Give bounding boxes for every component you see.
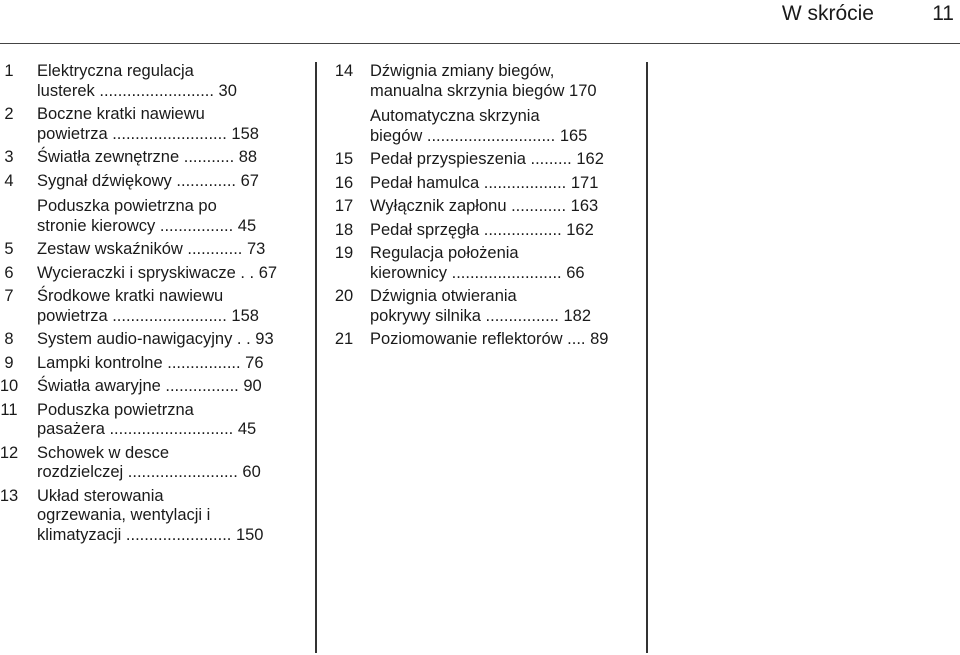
entry-line: lusterek ......................... 30 bbox=[37, 81, 237, 100]
index-entry bbox=[326, 150, 636, 170]
entry-text bbox=[0, 444, 305, 483]
entry-number: 10 bbox=[0, 377, 19, 395]
entry-number: 17 bbox=[334, 197, 354, 215]
page-number: 11 bbox=[932, 2, 954, 25]
index-entry bbox=[0, 197, 305, 236]
entry-number: 1 bbox=[4, 62, 14, 80]
entry-text bbox=[0, 401, 305, 440]
index-entry bbox=[0, 487, 305, 546]
index-entry bbox=[326, 107, 636, 146]
entry-number: 11 bbox=[0, 400, 18, 419]
entry-line: Lampki kontrolne ................ 76 bbox=[37, 353, 264, 372]
entry-line: System audio-nawigacyjny . . 93 bbox=[37, 330, 274, 348]
entry-line: klimatyzacji ....................... 150 bbox=[37, 525, 264, 544]
entry-text bbox=[326, 150, 636, 170]
entry-number: 8 bbox=[4, 330, 14, 348]
entry-text bbox=[326, 221, 636, 241]
entry-line: Pedał przyspieszenia ......... 162 bbox=[370, 150, 604, 168]
entry-number: 20 bbox=[334, 287, 354, 305]
entry-line: manualna skrzynia biegów 170 bbox=[370, 81, 597, 100]
entry-line: Pedał hamulca .................. 171 bbox=[370, 173, 599, 192]
entry-text bbox=[0, 330, 305, 350]
entry-text bbox=[326, 62, 636, 101]
entry-line: Środkowe kratki nawiewu bbox=[37, 287, 224, 305]
index-entry bbox=[0, 172, 305, 192]
index-entry bbox=[0, 377, 305, 397]
entry-text bbox=[0, 377, 305, 397]
entry-text bbox=[0, 197, 305, 236]
entry-line: Wycieraczki i spryskiwacze . . 67 bbox=[37, 263, 278, 282]
entry-line: ogrzewania, wentylacji i bbox=[37, 506, 211, 524]
index-entry bbox=[0, 105, 305, 144]
entry-line: Wyłącznik zapłonu ............ 163 bbox=[370, 197, 599, 215]
entry-line: Sygnał dźwiękowy ............. 67 bbox=[37, 171, 259, 190]
entry-text bbox=[0, 287, 305, 326]
entry-text bbox=[326, 244, 636, 283]
entry-line: Układ sterowania bbox=[37, 486, 164, 505]
entry-number: 14 bbox=[334, 62, 354, 80]
entry-line: stronie kierowcy ................ 45 bbox=[37, 216, 257, 235]
index-column-2 bbox=[326, 62, 636, 354]
index-entry bbox=[0, 401, 305, 440]
index-entry bbox=[0, 354, 305, 374]
index-entry bbox=[0, 240, 305, 260]
entry-text bbox=[0, 62, 305, 101]
index-entry bbox=[0, 330, 305, 350]
entry-text bbox=[0, 172, 305, 192]
entry-number: 13 bbox=[0, 486, 19, 505]
entry-number: 15 bbox=[334, 150, 354, 168]
entry-line: Boczne kratki nawiewu bbox=[37, 105, 205, 123]
entry-number: 18 bbox=[334, 220, 354, 239]
entry-number: 9 bbox=[4, 353, 14, 372]
entry-line: powietrza ......................... 158 bbox=[37, 124, 259, 143]
section-title: W skrócie bbox=[781, 2, 874, 25]
entry-number: 4 bbox=[4, 171, 14, 190]
entry-number: 19 bbox=[334, 244, 354, 262]
index-entry bbox=[326, 174, 636, 194]
entry-line: Światła zewnętrzne ........... 88 bbox=[37, 148, 258, 166]
index-entry bbox=[0, 444, 305, 483]
entry-line: powietrza ......................... 158 bbox=[37, 306, 259, 325]
entry-number: 5 bbox=[4, 240, 14, 258]
entry-number: 16 bbox=[334, 173, 354, 192]
entry-line: Automatyczna skrzynia bbox=[370, 107, 540, 125]
entry-text bbox=[326, 197, 636, 217]
header-divider bbox=[0, 43, 960, 44]
entry-line: Elektryczna regulacja bbox=[37, 62, 194, 80]
entry-line: Światła awaryjne ................ 90 bbox=[37, 377, 262, 395]
index-entry bbox=[326, 197, 636, 217]
entry-line: biegów ............................ 165 bbox=[370, 126, 588, 145]
index-entry bbox=[326, 221, 636, 241]
entry-text bbox=[0, 264, 305, 284]
entry-line: Zestaw wskaźników ............ 73 bbox=[37, 240, 266, 258]
entry-line: rozdzielczej ........................ 60 bbox=[37, 463, 261, 481]
entry-number: 7 bbox=[4, 287, 14, 305]
entry-text bbox=[326, 287, 636, 326]
column-divider-left bbox=[315, 62, 317, 653]
entry-text bbox=[326, 174, 636, 194]
entry-line: Poziomowanie reflektorów .... 89 bbox=[370, 330, 609, 348]
entry-line: Dźwignia otwierania bbox=[370, 287, 517, 305]
index-entry bbox=[0, 148, 305, 168]
entry-text bbox=[0, 105, 305, 144]
entry-text bbox=[326, 330, 636, 350]
index-entry bbox=[0, 264, 305, 284]
entry-text bbox=[0, 354, 305, 374]
index-entry bbox=[326, 62, 636, 101]
entry-number: 6 bbox=[4, 263, 14, 282]
index-column-1 bbox=[0, 62, 305, 549]
entry-text bbox=[0, 240, 305, 260]
entry-number: 21 bbox=[334, 330, 354, 348]
entry-line: kierownicy ........................ 66 bbox=[370, 263, 585, 282]
entry-line: Dźwignia zmiany biegów, bbox=[370, 62, 555, 80]
index-entry bbox=[0, 62, 305, 101]
entry-line: pokrywy silnika ................ 182 bbox=[370, 306, 591, 325]
index-entry bbox=[326, 287, 636, 326]
page-header bbox=[0, 0, 960, 44]
entry-number: 3 bbox=[4, 148, 14, 166]
entry-text bbox=[0, 148, 305, 168]
entry-line: Poduszka powietrzna bbox=[37, 400, 194, 419]
entry-text bbox=[0, 487, 305, 546]
entry-number: 2 bbox=[4, 105, 14, 123]
column-divider-right bbox=[646, 62, 648, 653]
entry-number: 12 bbox=[0, 443, 19, 462]
entry-line: Regulacja położenia bbox=[370, 244, 519, 262]
entry-line: pasażera ........................... 45 bbox=[37, 420, 257, 438]
entry-line: Poduszka powietrzna po bbox=[37, 197, 217, 215]
entry-text bbox=[326, 107, 636, 146]
entry-line: Schowek w desce bbox=[37, 443, 170, 462]
index-entry bbox=[326, 244, 636, 283]
index-entry bbox=[326, 330, 636, 350]
index-entry bbox=[0, 287, 305, 326]
entry-line: Pedał sprzęgła ................. 162 bbox=[370, 220, 594, 239]
